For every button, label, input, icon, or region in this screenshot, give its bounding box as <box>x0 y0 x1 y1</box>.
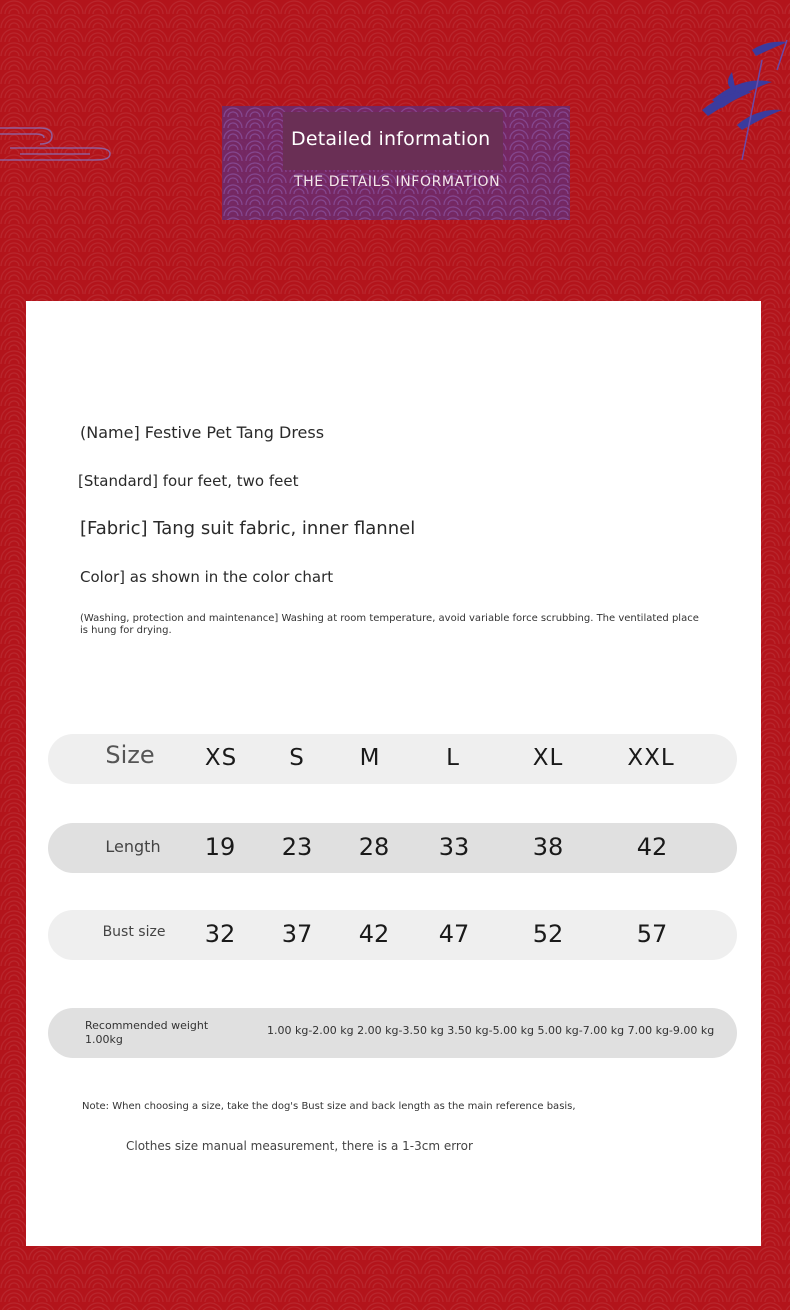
length-m: 28 <box>358 833 390 861</box>
length-l: 33 <box>438 833 470 861</box>
size-s: S <box>289 745 305 771</box>
bust-xxl: 57 <box>636 920 668 948</box>
product-washing: (Washing, protection and maintenance] Washing at room temperature, avoid variable force scrubbing. The ventilated place is hung for drying. <box>80 613 699 636</box>
bust-m: 42 <box>358 920 390 948</box>
size-header-label: Size <box>105 741 155 769</box>
error-note: Clothes size manual measurement, there is a 1-3cm error <box>126 1139 473 1153</box>
product-name: (Name] Festive Pet Tang Dress <box>80 423 325 442</box>
size-m: M <box>359 745 381 771</box>
product-standard: [Standard] four feet, two feet <box>78 472 299 490</box>
weight-label-line1: Recommended weight <box>85 1019 209 1032</box>
page-subtitle: THE DETAILS INFORMATION <box>294 174 501 190</box>
length-xs: 19 <box>204 833 236 861</box>
bust-xs: 32 <box>204 920 236 948</box>
size-xxl: XXL <box>627 745 675 771</box>
bamboo-icon <box>692 30 790 170</box>
page-title: Detailed information <box>291 128 491 150</box>
weight-label-line2: 1.00kg <box>85 1033 123 1046</box>
size-note: Note: When choosing a size, take the dog's Bust size and back length as the main reference basis, <box>82 1101 576 1112</box>
bust-xl: 52 <box>532 920 564 948</box>
product-fabric: [Fabric] Tang suit fabric, inner flannel <box>80 518 416 539</box>
size-xl: XL <box>532 745 564 771</box>
length-xl: 38 <box>532 833 564 861</box>
bust-l: 47 <box>438 920 470 948</box>
size-xs: XS <box>204 745 238 771</box>
bust-s: 37 <box>281 920 313 948</box>
length-label: Length <box>105 837 161 856</box>
length-xxl: 42 <box>636 833 668 861</box>
product-color: Color] as shown in the color chart <box>80 568 334 586</box>
bust-label: Bust size <box>102 924 166 940</box>
cloud-icon <box>0 122 114 164</box>
weight-label <box>85 1019 208 1047</box>
size-l: L <box>446 745 460 771</box>
length-s: 23 <box>281 833 313 861</box>
weight-values: 1.00 kg-2.00 kg 2.00 kg-3.50 kg 3.50 kg-5.00 kg 5.00 kg-7.00 kg 7.00 kg-9.00 kg <box>267 1024 715 1037</box>
